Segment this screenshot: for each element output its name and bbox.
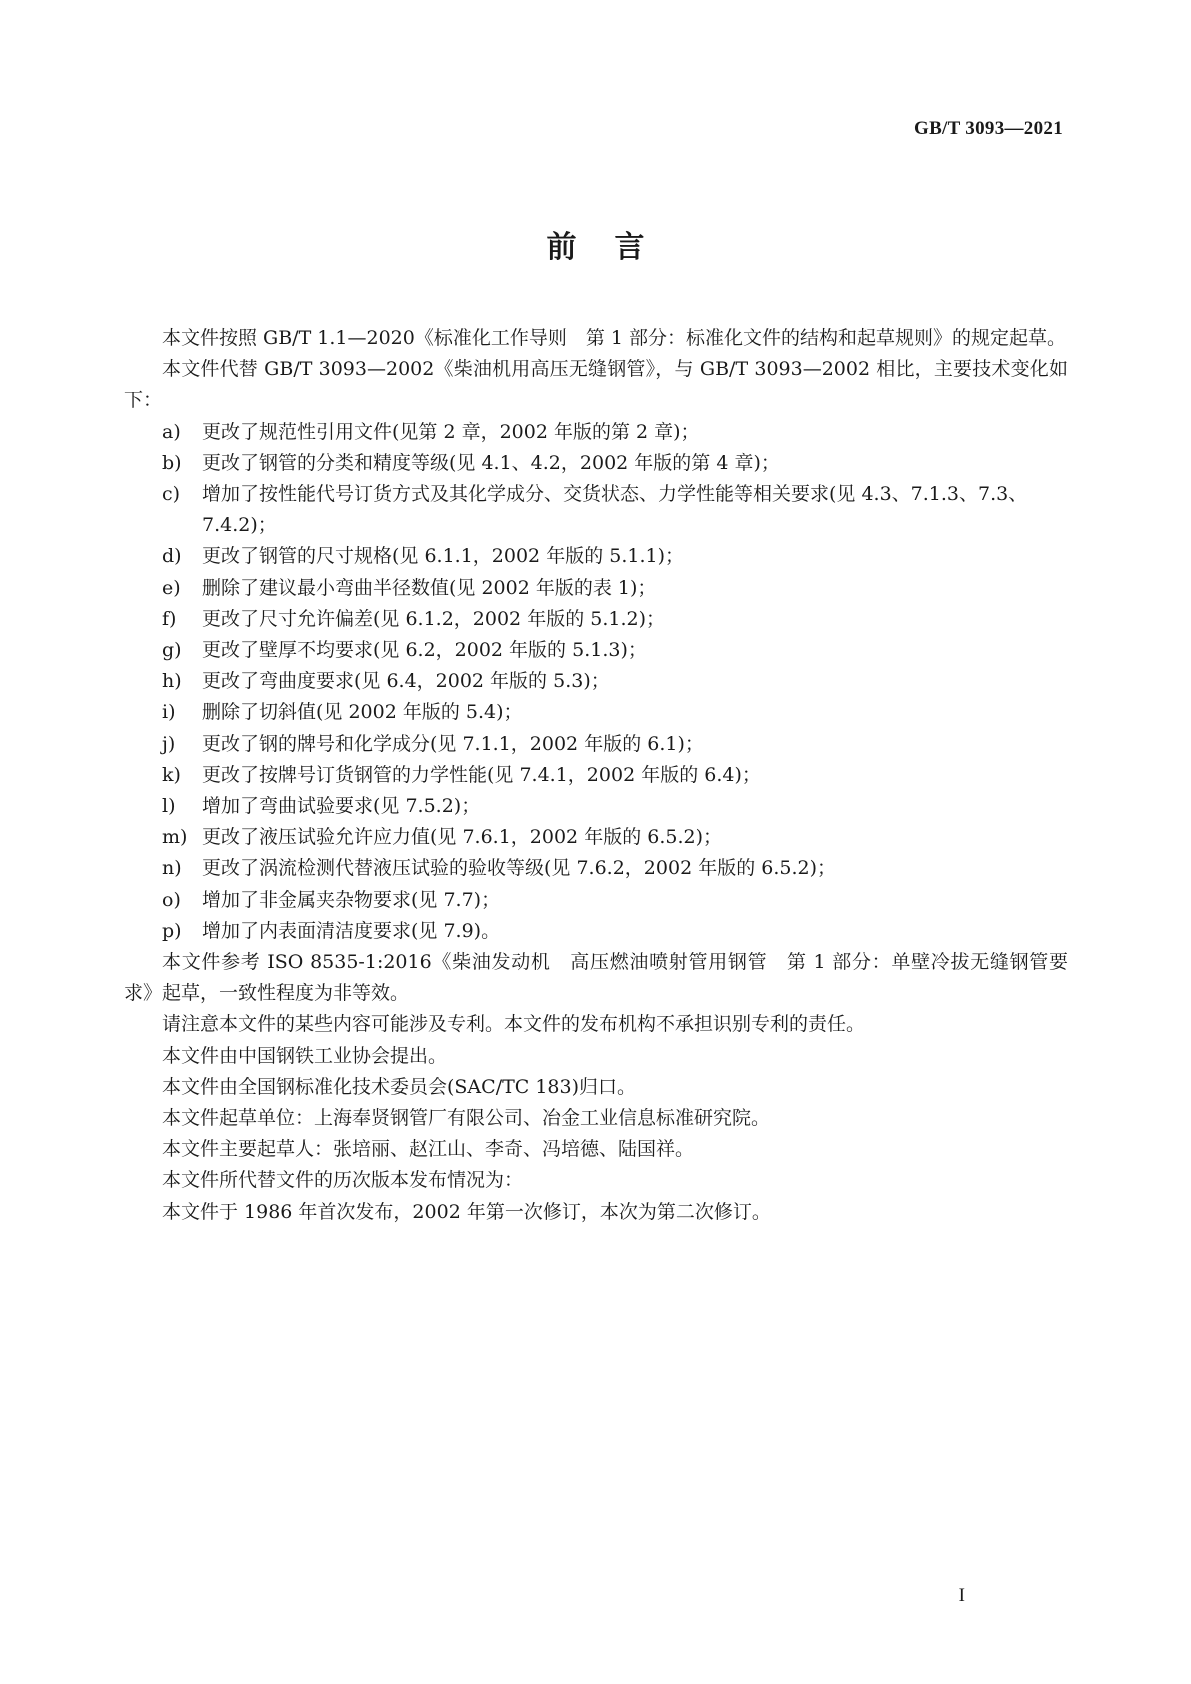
list-text: 更改了尺寸允许偏差(见 6.1.2，2002 年版的 5.1.2)； [202, 607, 665, 630]
list-item [124, 760, 1068, 791]
list-item [124, 916, 1068, 947]
paragraph: 本文件于 1986 年首次发布，2002 年第一次修订，本次为第二次修订。 [162, 1200, 771, 1223]
list-marker: h) [162, 670, 182, 693]
list-marker: k) [162, 763, 181, 786]
list-marker: j) [162, 732, 176, 755]
paragraph: 本文件主要起草人：张培丽、赵江山、李奇、冯培德、陆国祥。 [162, 1138, 695, 1161]
list-text: 增加了内表面清洁度要求(见 7.9)。 [202, 919, 501, 942]
list-marker: b) [162, 451, 182, 474]
list-item [124, 417, 1068, 448]
list-text: 更改了规范性引用文件(见第 2 章，2002 年版的第 2 章)； [202, 420, 700, 443]
list-text: 增加了非金属夹杂物要求(见 7.7)； [202, 888, 501, 911]
paragraph: 本文件由全国钢标准化技术委员会(SAC/TC 183)归口。 [162, 1075, 637, 1098]
list-text: 增加了弯曲试验要求(见 7.5.2)； [202, 795, 481, 818]
page-title: 前言 [546, 230, 683, 265]
list-marker: m) [162, 826, 188, 849]
list-marker: i) [162, 701, 176, 724]
list-item [124, 729, 1068, 760]
list-marker: p) [162, 919, 182, 942]
foreword-body [124, 323, 1068, 1228]
paragraph: 本文件代替 GB/T 3093—2002《柴油机用高压无缝钢管》，与 GB/T 3093—2002 相比，主要技术变化如下： [124, 358, 1068, 412]
list-marker: g) [162, 639, 182, 662]
list-item [124, 479, 1068, 541]
list-marker: c) [162, 483, 181, 506]
paragraph: 本文件按照 GB/T 1.1—2020《标准化工作导则 第 1 部分：标准化文件的结构和起草规则》的规定起草。 [162, 327, 1067, 349]
list-text: 删除了建议最小弯曲半径数值(见 2002 年版的表 1)； [202, 576, 657, 599]
list-text: 更改了液压试验允许应力值(见 7.6.1，2002 年版的 6.5.2)； [202, 826, 722, 849]
list-text: 增加了按性能代号订货方式及其化学成分、交货状态、力学性能等相关要求(见 4.3、7.1.3、7.3、7.4.2)； [202, 483, 1028, 537]
list-item [124, 697, 1068, 728]
paragraph: 本文件由中国钢铁工业协会提出。 [162, 1044, 448, 1067]
paragraph: 本文件参考 ISO 8535-1:2016《柴油发动机 高压燃油喷射管用钢管 第 1 部分：单壁冷拔无缝钢管要求》起草，一致性程度为非等效。 [124, 951, 1068, 1005]
list-item [124, 822, 1068, 853]
list-item [124, 604, 1068, 635]
list-marker: l) [162, 795, 176, 818]
standard-number: GB/T 3093—2021 [913, 118, 1063, 139]
list-text: 更改了涡流检测代替液压试验的验收等级(见 7.6.2，2002 年版的 6.5.2)； [202, 857, 836, 880]
list-item [124, 666, 1068, 697]
list-item [124, 573, 1068, 604]
list-text: 更改了壁厚不均要求(见 6.2，2002 年版的 5.1.3)； [202, 639, 647, 662]
paragraph: 本文件起草单位：上海奉贤钢管厂有限公司、冶金工业信息标准研究院。 [162, 1107, 771, 1130]
list-marker: f) [162, 607, 177, 630]
list-item [124, 791, 1068, 822]
paragraph: 请注意本文件的某些内容可能涉及专利。本文件的发布机构不承担识别专利的责任。 [162, 1013, 866, 1036]
list-text: 更改了按牌号订货钢管的力学性能(见 7.4.1，2002 年版的 6.4)； [202, 763, 761, 786]
list-marker: o) [162, 888, 181, 911]
list-text: 更改了钢的牌号和化学成分(见 7.1.1，2002 年版的 6.1)； [202, 732, 704, 755]
list-item [124, 885, 1068, 916]
list-marker: a) [162, 420, 181, 443]
list-text: 更改了弯曲度要求(见 6.4，2002 年版的 5.3)； [202, 670, 610, 693]
list-marker: n) [162, 857, 182, 880]
list-item [124, 541, 1068, 572]
list-marker: e) [162, 576, 181, 599]
list-item [124, 853, 1068, 884]
list-text: 删除了切斜值(见 2002 年版的 5.4)； [202, 701, 523, 724]
page-number: I [958, 1585, 965, 1606]
list-marker: d) [162, 545, 182, 568]
list-text: 更改了钢管的分类和精度等级(见 4.1、4.2，2002 年版的第 4 章)； [202, 451, 780, 474]
list-text: 更改了钢管的尺寸规格(见 6.1.1，2002 年版的 5.1.1)； [202, 545, 684, 568]
paragraph: 本文件所代替文件的历次版本发布情况为： [162, 1169, 524, 1192]
list-item [124, 448, 1068, 479]
changes-list [124, 417, 1068, 947]
list-item [124, 635, 1068, 666]
